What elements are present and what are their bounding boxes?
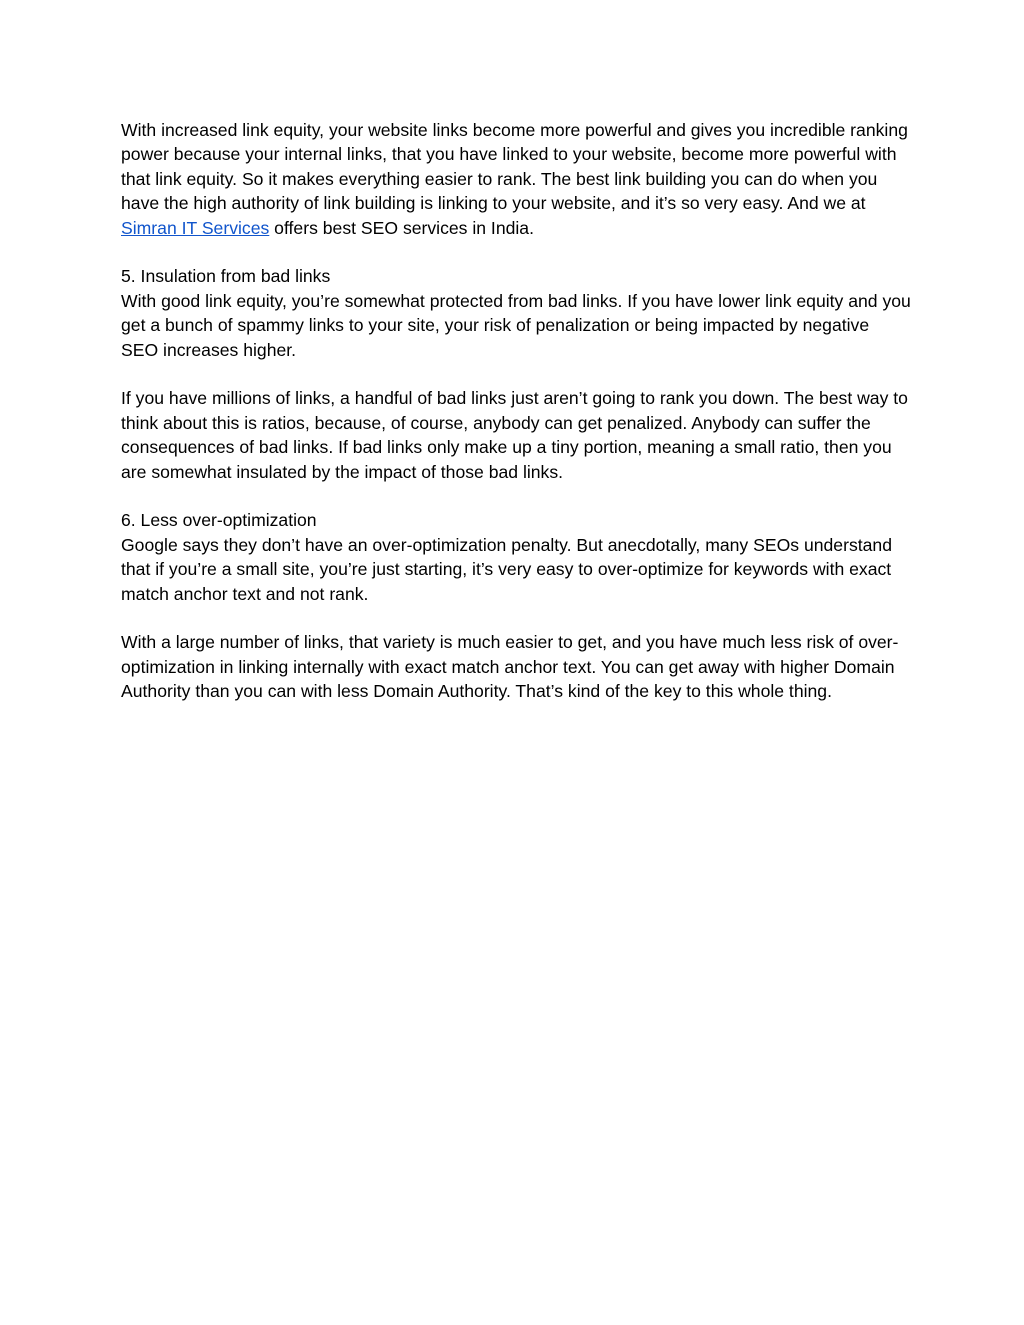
paragraph-text: offers best SEO services in India. bbox=[269, 217, 534, 238]
section-heading-over-optimization: 6. Less over-optimization bbox=[121, 510, 317, 531]
section-insulation bbox=[121, 264, 911, 362]
paragraph-text: With increased link equity, your website links become more powerful and gives you incredible ranking power because your internal links, that you have linked to your website, become more powerful with that link equity. So it makes everything easier to rank. The best link building you can do when you have the high authority of link building is linking to your website, and it’s so very easy. And we at bbox=[121, 120, 908, 214]
paragraph-link-variety: With a large number of links, that variety is much easier to get, and you have much less risk of over-optimization in linking internally with exact match anchor text. You can get away with higher Domain Authority than you can with less Domain Authority. That’s kind of the key to this whole thing. bbox=[121, 632, 899, 702]
paragraph-ratios: If you have millions of links, a handful of bad links just aren’t going to rank you down. The best way to think about this is ratios, because, of course, anybody can get penalized. Anybody can suffer the consequences of bad links. If bad links only make up a tiny portion, meaning a small ratio, then you are somewhat insulated by the impact of those bad links. bbox=[121, 388, 908, 482]
section-heading-insulation: 5. Insulation from bad links bbox=[121, 266, 331, 287]
section-over-optimization bbox=[121, 508, 911, 606]
paragraph-text: Google says they don’t have an over-optimization penalty. But anecdotally, many SEOs understand that if you’re a small site, you’re just starting, it’s very easy to over-optimize for keywords with exact match anchor text and not rank. bbox=[121, 534, 892, 604]
document-body bbox=[121, 118, 911, 728]
simran-it-services-link[interactable]: Simran IT Services bbox=[121, 217, 270, 238]
paragraph-text: With good link equity, you’re somewhat protected from bad links. If you have lower link equity and you get a bunch of spammy links to your site, your risk of penalization or being impacted by negative SEO increases higher. bbox=[121, 290, 911, 360]
paragraph-link-equity bbox=[121, 118, 911, 240]
